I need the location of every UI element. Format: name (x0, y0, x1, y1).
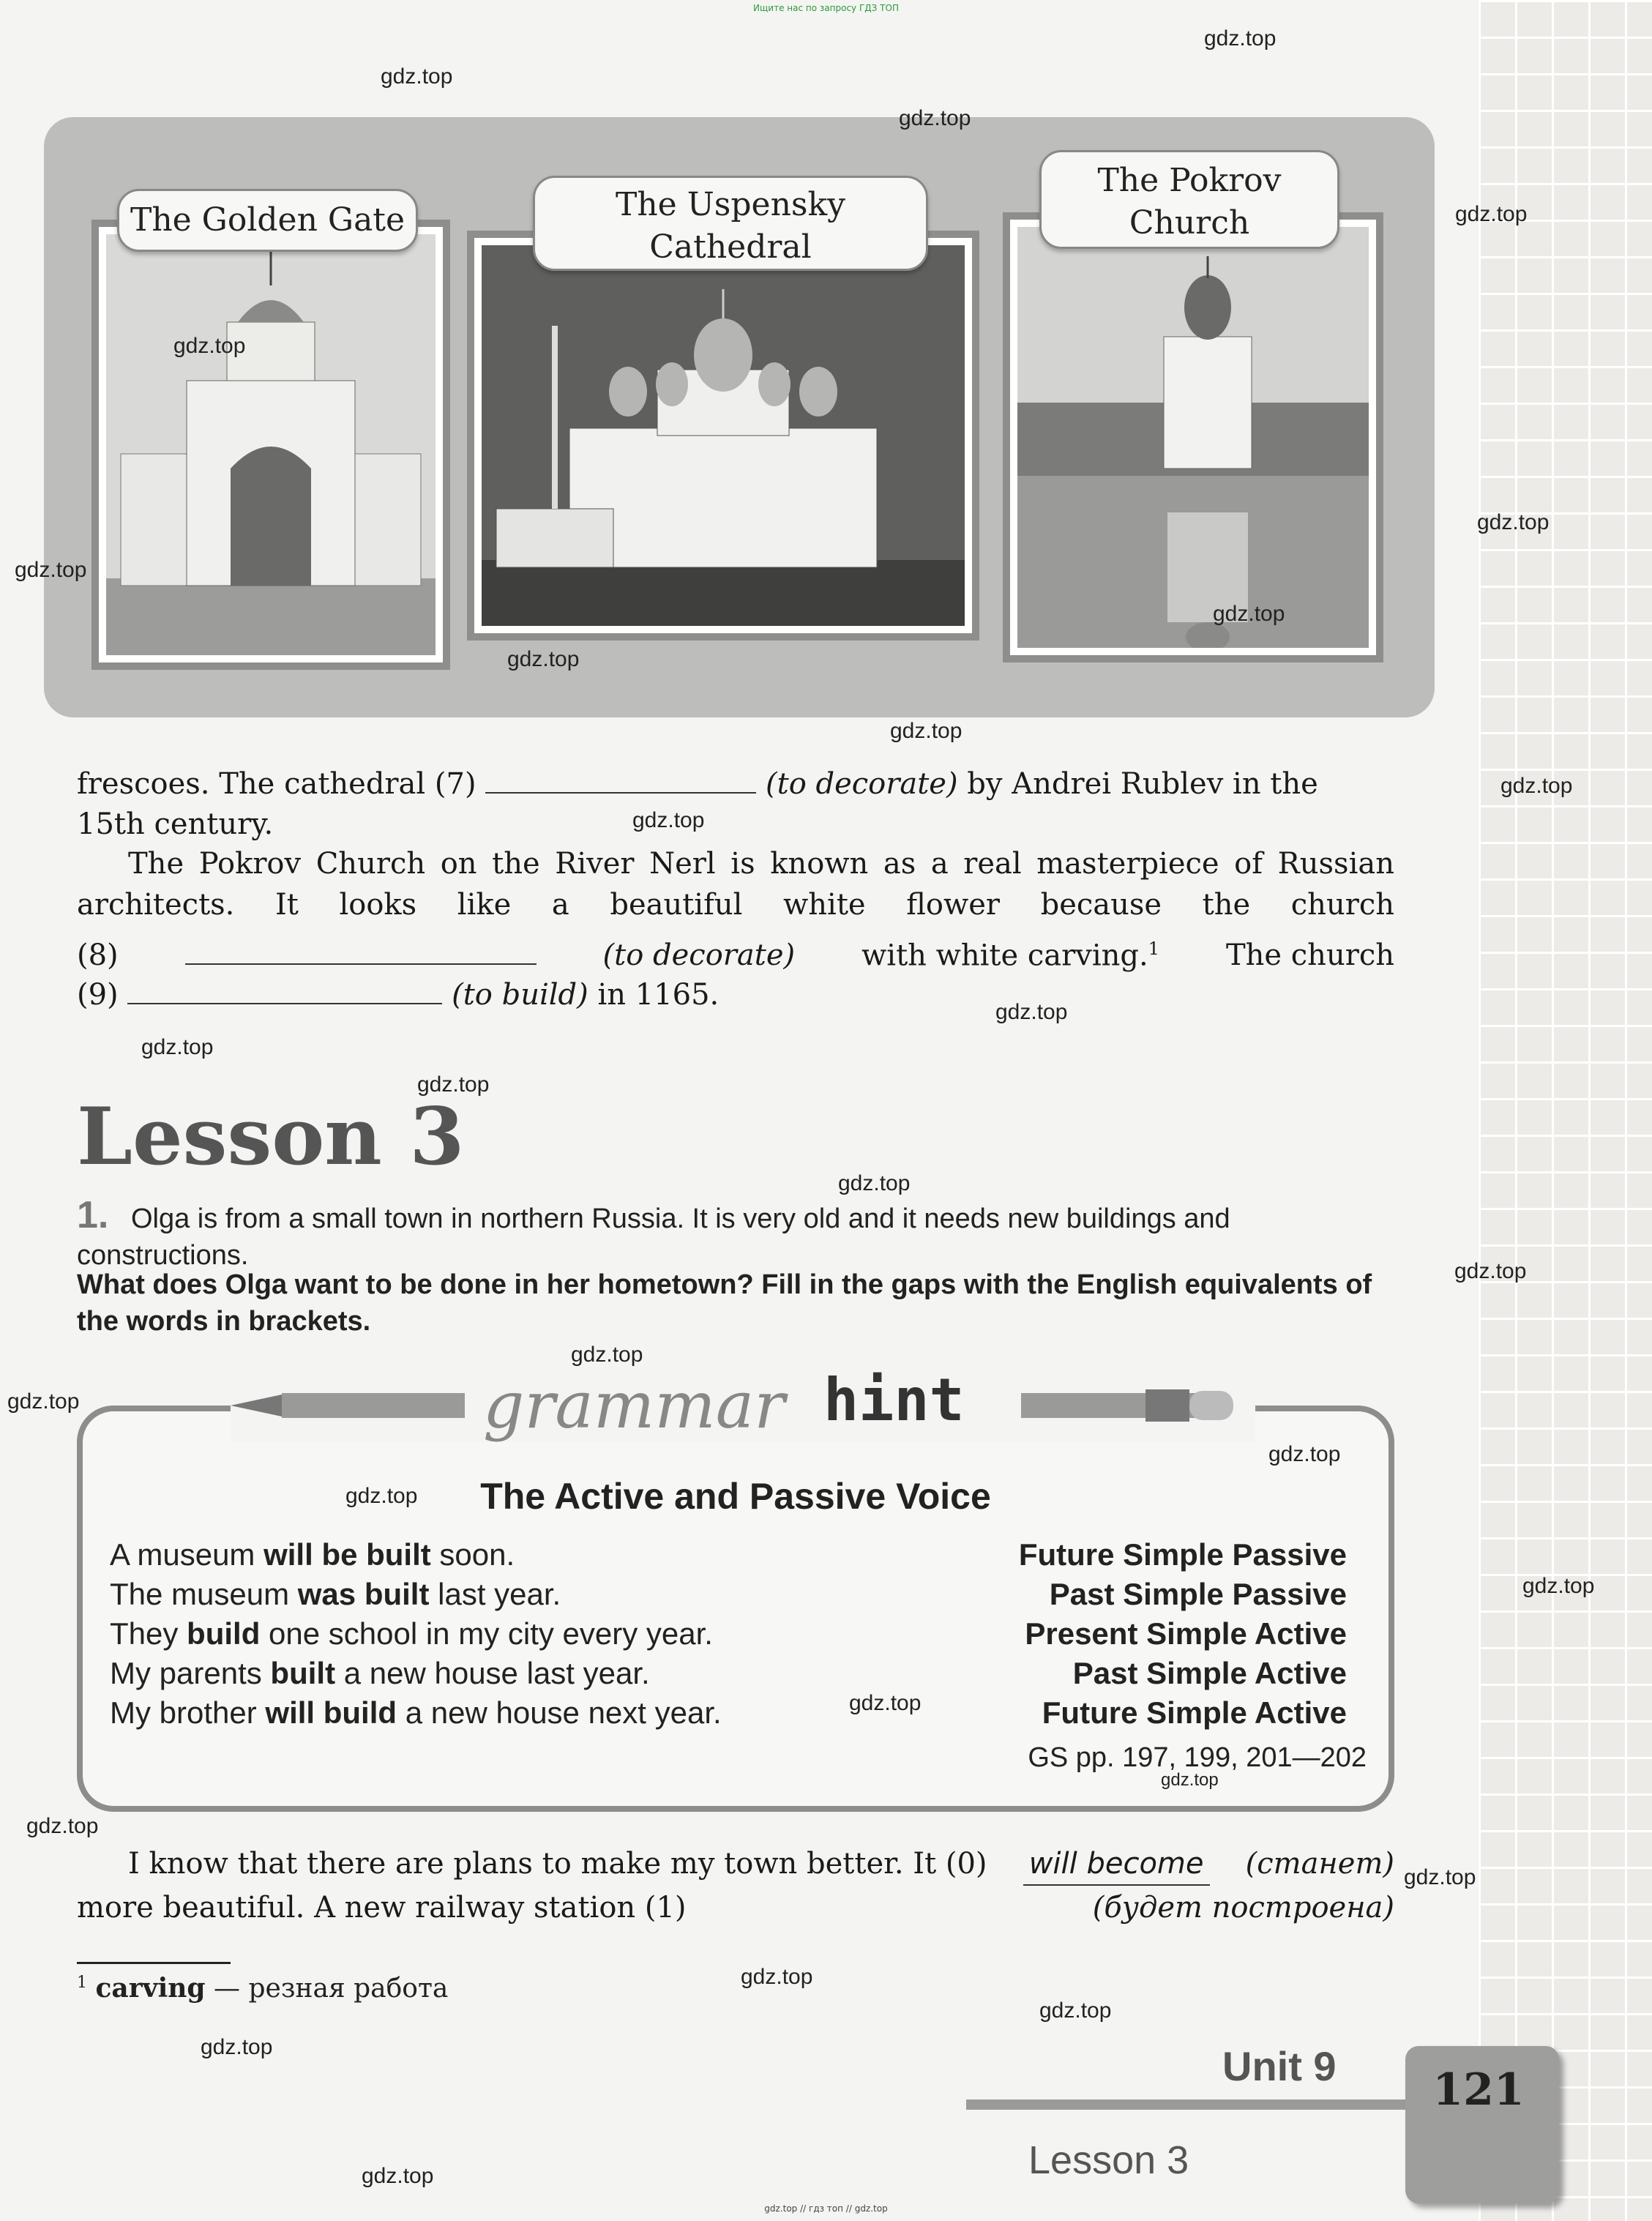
watermark: gdz.top (1455, 202, 1528, 226)
p2-l3-hint: (to decorate) (602, 938, 796, 973)
grid-margin-strip (1479, 0, 1652, 2221)
footnote (77, 1973, 448, 2004)
watermark: gdz.top (849, 1691, 922, 1715)
label-pokrov (1039, 150, 1339, 249)
footer-unit: Unit 9 (1222, 2043, 1337, 2089)
p2-line3 (77, 928, 1394, 976)
row1-tense: Future Simple Passive (1018, 1537, 1347, 1572)
label-pokrov-text: The Pokrov Church (1097, 162, 1282, 242)
gap-9-number: (9) (77, 978, 119, 1012)
exercise-intro-text: Olga is from a small town in northern Russia. It is very old and it needs new buildings and constructions. (77, 1203, 1230, 1271)
footnote-rule (77, 1962, 231, 1964)
watermark: gdz.top (838, 1171, 911, 1195)
lesson-title: Lesson 3 (77, 1091, 465, 1183)
watermark: gdz.top (741, 1965, 813, 1989)
watermark: gdz.top (141, 1035, 214, 1059)
uspensky-cathedral-image (482, 245, 965, 626)
row2-tense: Past Simple Passive (1049, 1577, 1347, 1611)
row4-tense: Past Simple Active (1072, 1656, 1347, 1690)
golden-gate-image (106, 234, 436, 655)
gap-8-number: (8) (77, 938, 119, 973)
row4-pre: My parents (110, 1656, 271, 1690)
watermark: gdz.top (899, 106, 971, 130)
row1-post: soon. (430, 1537, 515, 1572)
row4-verb: built (270, 1656, 336, 1690)
p2-line4 (77, 974, 1394, 1015)
row5-pre: My brother (110, 1695, 266, 1730)
watermark: gdz.top (1039, 1998, 1112, 2023)
watermark: gdz.top (201, 2035, 273, 2059)
grammar-hint-header (231, 1369, 1255, 1442)
watermark: gdz.top (417, 1072, 490, 1097)
exercise-task: What does Olga want to be done in her hometown? Fill in the gaps with the English equivalents of the words in brackets. (77, 1269, 1372, 1337)
row1-pre: A museum (110, 1537, 264, 1572)
bottom-note: gdz.top // гдз топ // gdz.top (764, 2203, 888, 2214)
bottom-line-2 (77, 1887, 1394, 1928)
label-uspensky (533, 176, 928, 271)
footer-rule (966, 2099, 1435, 2110)
p2-line2 (77, 884, 1394, 925)
p2-line1 (128, 843, 1394, 884)
p2-line1-text: The Pokrov Church on the River Nerl is known as a real masterpiece of Russian (128, 847, 1394, 881)
p1-hint: (to decorate) (766, 767, 958, 801)
footnote-word: carving (95, 1973, 206, 2004)
watermark: gdz.top (381, 64, 453, 89)
p2-l4-end: in 1165. (597, 978, 720, 1012)
hint-row-4 (110, 1656, 1347, 1695)
uspensky-cathedral-photo (467, 231, 979, 641)
watermark: gdz.top (1268, 1442, 1341, 1466)
bottom-l2-hint: (будет построена) (1092, 1891, 1394, 1925)
row3-pre: They (110, 1616, 187, 1651)
hint-row-3 (110, 1616, 1347, 1656)
watermark: gdz.top (1204, 26, 1277, 51)
footnote-ref: 1 (1148, 938, 1160, 959)
watermark: gdz.top (890, 719, 963, 743)
paragraph-frescoes (77, 763, 1394, 805)
row1-verb: will be built (264, 1537, 431, 1572)
p2-l3-end: The church (1225, 938, 1394, 973)
row5-tense: Future Simple Active (1042, 1695, 1347, 1730)
bottom-l1-start: I know that there are plans to make my town better. It (0) (128, 1847, 987, 1881)
pokrov-church-photo (1003, 212, 1383, 662)
watermark: gdz.top (7, 1389, 80, 1414)
top-note: Ищите нас по запросу ГДЗ ТОП (753, 3, 899, 13)
answer-gap-8[interactable] (185, 934, 537, 965)
p1-line2: 15th century. (77, 807, 274, 841)
watermark: gdz.top (1161, 1770, 1219, 1790)
bottom-l1-hint: (станет) (1245, 1847, 1394, 1881)
watermark: gdz.top (362, 2164, 434, 2188)
watermark: gdz.top (1454, 1259, 1527, 1283)
watermark: gdz.top (995, 1000, 1068, 1024)
hint-row-2 (110, 1577, 1347, 1616)
row2-pre: The museum (110, 1577, 298, 1611)
row4-post: a new house last year. (335, 1656, 650, 1690)
answer-example: will become (1023, 1843, 1210, 1886)
hint-row-1 (110, 1537, 1347, 1577)
p1-start: frescoes. The cathedral (7) (77, 767, 476, 801)
p2-line2-text: architects. It looks like a beautiful white flower because the church (77, 888, 1394, 922)
answer-gap-9[interactable] (127, 974, 442, 1004)
footnote-dash: — (205, 1974, 249, 2004)
row5-post: a new house next year. (397, 1695, 722, 1730)
watermark: gdz.top (1500, 774, 1573, 798)
watermark: gdz.top (571, 1343, 643, 1367)
label-golden-gate: The Golden Gate (117, 189, 418, 252)
hint-row-5 (110, 1695, 1347, 1735)
pencil-left-icon (282, 1393, 465, 1418)
watermark: gdz.top (507, 647, 580, 671)
pokrov-church-image (1017, 227, 1369, 648)
row3-verb: build (187, 1616, 261, 1651)
exercise-intro (77, 1193, 1394, 1274)
row3-tense: Present Simple Active (1025, 1616, 1347, 1651)
answer-gap-7[interactable] (485, 763, 756, 794)
p2-l4-hint: (to build) (452, 978, 588, 1012)
label-uspensky-text: The Uspensky Cathedral (615, 186, 845, 266)
p1-end: by Andrei Rublev in the (967, 767, 1318, 801)
footer-lesson: Lesson 3 (1028, 2138, 1189, 2182)
page-number: 121 (1432, 2064, 1525, 2116)
grammar-word: grammar (483, 1369, 785, 1442)
watermark: gdz.top (1213, 602, 1285, 626)
watermark: gdz.top (632, 808, 705, 832)
hint-word: hint (823, 1369, 965, 1434)
watermark: gdz.top (15, 558, 87, 582)
row3-post: one school in my city every year. (260, 1616, 713, 1651)
watermark: gdz.top (1404, 1865, 1476, 1889)
watermark: gdz.top (173, 334, 246, 358)
watermark: gdz.top (1522, 1574, 1595, 1598)
watermark: gdz.top (345, 1484, 418, 1508)
p2-l3-rest: with white carving. (861, 938, 1148, 973)
watermark: gdz.top (26, 1814, 99, 1838)
exercise-number: 1. (77, 1194, 109, 1236)
footnote-translation: резная работа (248, 1974, 449, 2004)
row5-verb: will build (265, 1695, 397, 1730)
bottom-line-1 (128, 1843, 1394, 1886)
bottom-l2-start: more beautiful. A new railway station (1) (77, 1891, 687, 1925)
grammar-reference: GS pp. 197, 199, 201—202 (1028, 1742, 1367, 1773)
golden-gate-photo (91, 220, 450, 670)
hint-title: The Active and Passive Voice (480, 1476, 991, 1517)
row2-post: last year. (429, 1577, 561, 1611)
row2-verb: was built (297, 1577, 430, 1611)
watermark: gdz.top (1477, 510, 1550, 534)
footnote-num: 1 (77, 1974, 87, 1992)
